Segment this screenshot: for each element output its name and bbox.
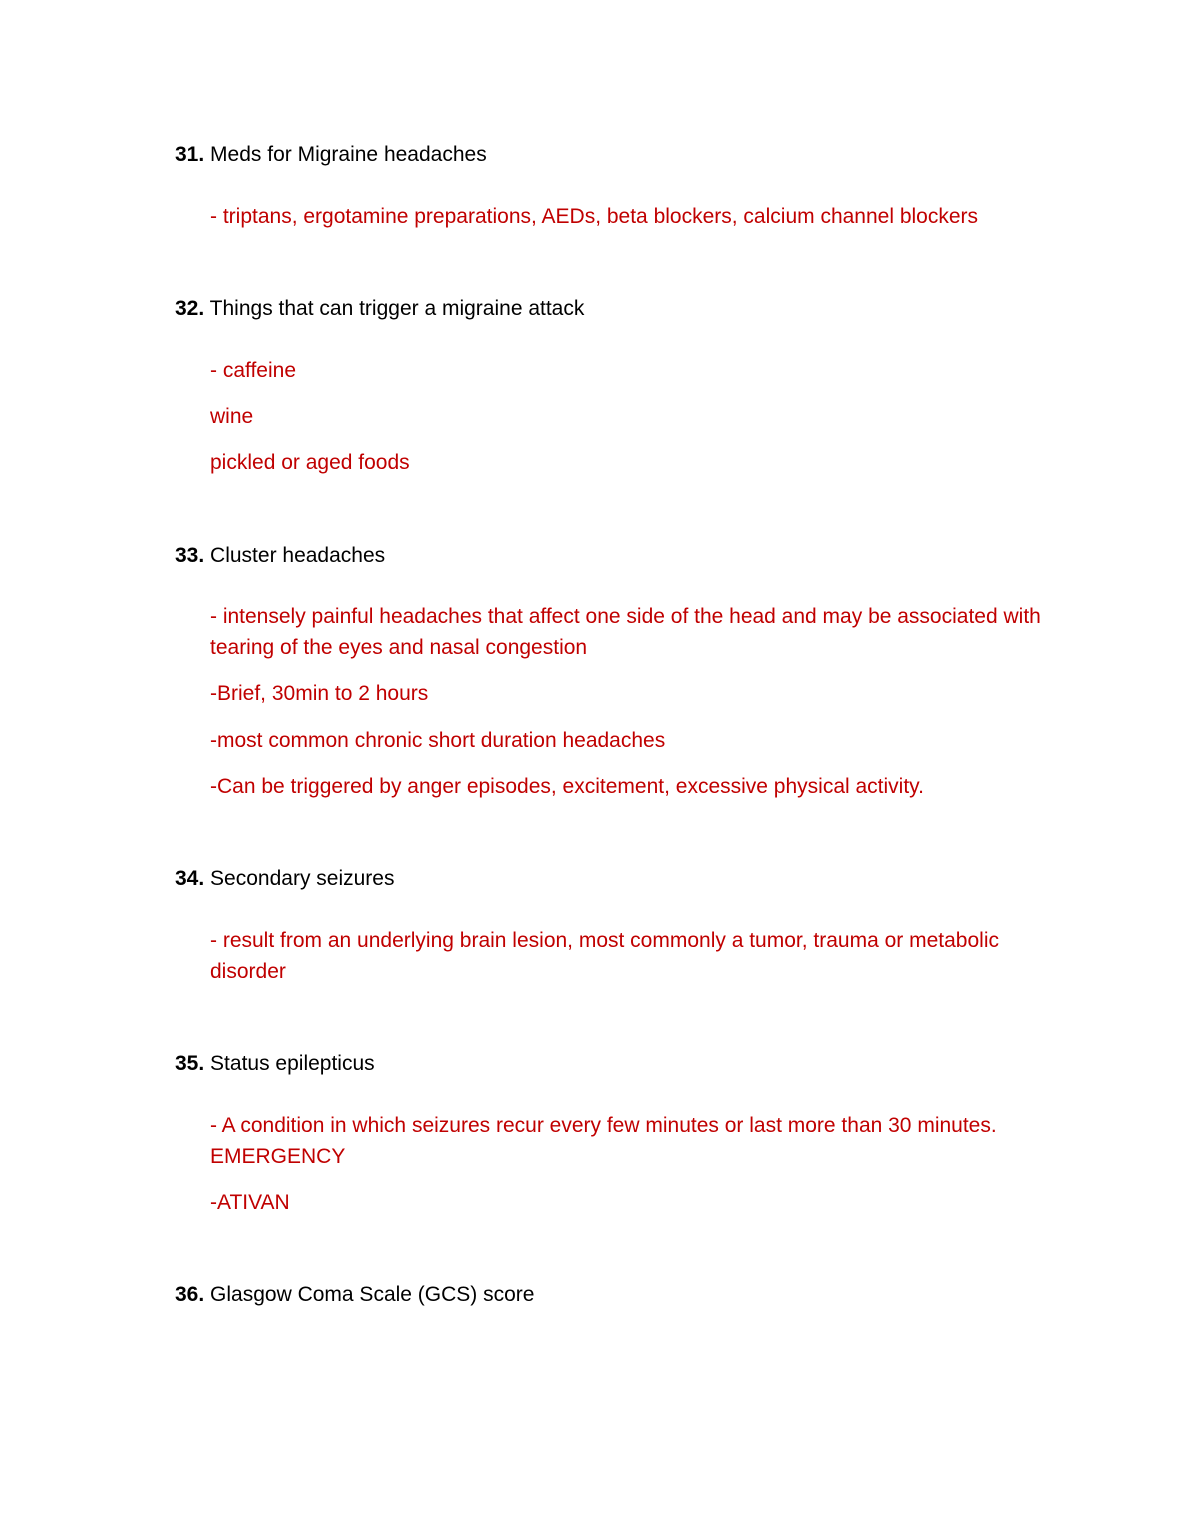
question-number: 33. — [175, 544, 205, 567]
answer-line: -ATIVAN — [210, 1191, 290, 1214]
answer-line: - triptans, ergotamine preparations, AEDs, beta blockers, calcium channel blockers — [210, 205, 979, 228]
question-32 — [175, 295, 584, 323]
question-number: 31. — [175, 143, 205, 166]
question-title: Things that can trigger a migraine attack — [209, 297, 585, 320]
question-number: 34. — [175, 867, 205, 890]
question-title: Status epilepticus — [210, 1052, 375, 1075]
answer-line: - intensely painful headaches that affect one side of the head and may be associated with tearing of the eyes and nasal congestion — [210, 605, 1041, 659]
question-36 — [175, 1281, 534, 1309]
question-number: 36. — [175, 1283, 205, 1306]
question-31 — [175, 141, 487, 169]
answer-line: - A condition in which seizures recur every few minutes or last more than 30 minutes. EMERGENCY — [210, 1114, 997, 1168]
question-number: 35. — [175, 1052, 205, 1075]
answer-line: - result from an underlying brain lesion, most commonly a tumor, trauma or metabolic disorder — [210, 929, 999, 983]
answer-line: -Brief, 30min to 2 hours — [210, 682, 429, 705]
answer-line: -most common chronic short duration headaches — [210, 729, 666, 752]
answer-line: - caffeine — [210, 359, 296, 382]
answer-line: -Can be triggered by anger episodes, excitement, excessive physical activity. — [210, 775, 924, 798]
question-title: Glasgow Coma Scale (GCS) score — [210, 1283, 535, 1306]
question-title: Cluster headaches — [210, 544, 386, 567]
answer-line: pickled or aged foods — [210, 451, 410, 474]
question-35 — [175, 1050, 375, 1078]
question-title: Secondary seizures — [210, 867, 395, 890]
question-title: Meds for Migraine headaches — [210, 143, 487, 166]
question-34 — [175, 865, 394, 893]
question-33 — [175, 542, 385, 570]
question-number: 32. — [175, 297, 205, 320]
answer-line: wine — [210, 405, 254, 428]
